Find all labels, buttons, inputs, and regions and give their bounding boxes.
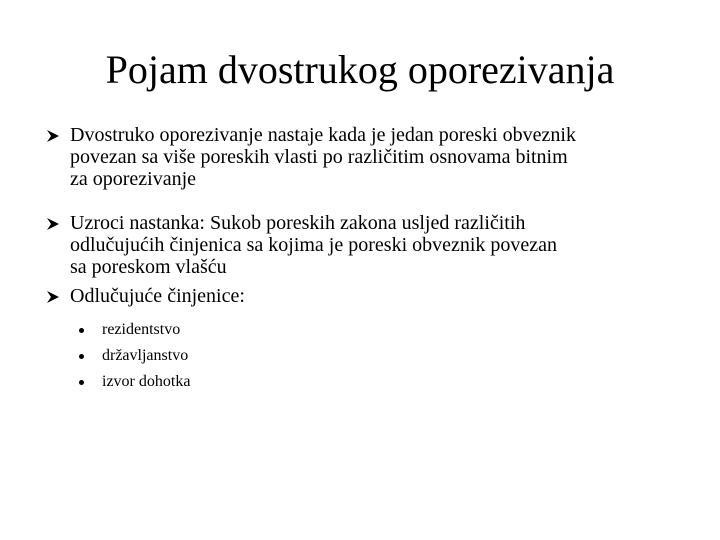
bullet-line: Uzroci nastanka: Sukob poreskih zakona usljed različitih: [70, 212, 526, 234]
sub-bullet-text: državljanstvo: [102, 347, 189, 364]
bullet-item-definition: [46, 124, 686, 190]
bullet-line: odlučujućih činjenica sa kojima je poreski obveznik povezan: [70, 234, 558, 256]
arrow-bullet-icon: [46, 217, 60, 231]
bullet-item-causes: [46, 212, 686, 278]
sub-bullet-item: [76, 369, 686, 395]
arrow-bullet-icon: [46, 129, 60, 143]
bullet-item-decisive-facts: [46, 285, 686, 307]
arrow-bullet-icon: [46, 290, 60, 304]
bullet-line: Odlučujuće činjenice:: [70, 285, 245, 307]
dot-bullet-icon: [79, 354, 84, 359]
sub-bullet-list: [46, 317, 686, 395]
bullet-line: za oporezivanje: [70, 168, 197, 190]
bullet-line: povezan sa više poreskih vlasti po različitim osnovama bitnim: [70, 146, 568, 168]
bullet-list: [46, 124, 686, 395]
sub-bullet-text: rezidentstvo: [102, 321, 181, 338]
bullet-line: Dvostruko oporezivanje nastaje kada je jedan poreski obveznik: [70, 124, 576, 146]
bullet-line: sa poreskom vlašću: [70, 256, 227, 278]
sub-bullet-item: [76, 343, 686, 369]
sub-bullet-item: [76, 317, 686, 343]
sub-bullet-text: izvor dohotka: [102, 373, 191, 390]
dot-bullet-icon: [79, 328, 84, 333]
slide-title: Pojam dvostrukog oporezivanja: [105, 47, 615, 92]
dot-bullet-icon: [79, 380, 84, 385]
